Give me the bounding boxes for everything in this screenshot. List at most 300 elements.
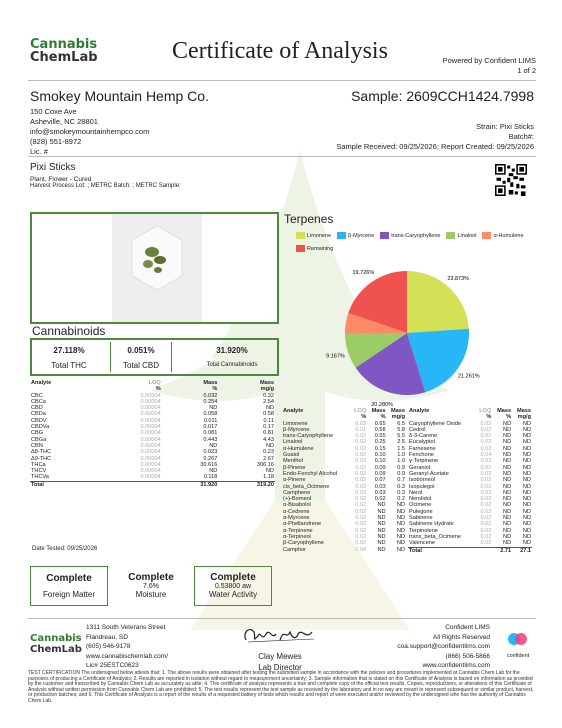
mass-pct-cell: 0.017 (203, 424, 218, 431)
cannabinoids-table (30, 380, 275, 488)
mass-pct-cell: 2.71 (492, 547, 512, 554)
analyte-cell: Δ8-THC (31, 449, 52, 456)
mass-mg-cell: 0.11 (263, 417, 274, 424)
harvest-info: Harvest Process Lot: ; METRC Batch: ; METRC Sample: (30, 183, 181, 189)
loq-cell: 0.02 (355, 540, 367, 547)
loq-cell: 0.00004 (140, 424, 161, 431)
qr-code[interactable] (495, 164, 527, 196)
moisture-label: Moisture (135, 590, 167, 599)
mass-pct-cell: ND (503, 527, 512, 534)
analyte-cell: CBC (31, 392, 43, 399)
signer-title: Lab Director (258, 663, 302, 672)
pie-label: 19.726% (352, 269, 375, 276)
analyte-cell: CBG (31, 430, 44, 437)
analyte-cell: (+)-Borneol (283, 496, 312, 503)
legend-swatch (482, 232, 491, 239)
analyte-cell: Camphor (283, 546, 307, 553)
mass-pct-cell: ND (503, 433, 512, 440)
mass-mg-cell: 1.0 (397, 452, 405, 459)
sample-photo-frame (30, 212, 279, 324)
legend-item (337, 233, 374, 239)
lims2: All Rights Reserved (432, 633, 490, 641)
header-logo (30, 38, 98, 65)
loq-cell: 0.02 (480, 502, 492, 509)
loq-cell: 0.02 (480, 477, 492, 484)
mass-mg-cell: 2.54 (263, 398, 274, 405)
mass-mg-cell: 0.7 (397, 477, 405, 484)
mass-pct-cell: ND (503, 464, 512, 471)
legend-item (296, 246, 333, 252)
col-loq: LOQ (148, 380, 161, 386)
col-mass-pct: Mass (371, 408, 386, 414)
footer-logo-line1: Cannabis (30, 633, 82, 644)
mass-pct-cell: ND (503, 452, 512, 459)
legend-item (296, 233, 331, 239)
mass-mg-cell: 5.8 (397, 426, 405, 433)
loq-cell: 0.00004 (140, 417, 161, 424)
sample-id: Sample: 2609CCH1424.7998 (351, 88, 534, 104)
mass-mg-cell: 0.3 (397, 483, 405, 490)
mass-pct-cell: ND (209, 405, 218, 412)
mass-pct-cell: 0.081 (203, 430, 218, 437)
table-row (408, 547, 532, 554)
pie-label: 20.280% (371, 401, 393, 408)
analyte-cell: Ocimene (409, 502, 432, 509)
mass-mg-cell: 2.67 (263, 455, 274, 462)
unit-mass-mg: mg/g (517, 414, 531, 421)
analyte-cell: δ-3-Carene (409, 433, 438, 440)
legend-label: Remaining (307, 246, 334, 252)
analyte-cell: Valencene (409, 540, 436, 547)
unit-mass-pct: % (506, 414, 512, 421)
mass-mg-cell: ND (522, 439, 531, 446)
col-analyte: Analyte (31, 380, 52, 386)
legend-label: trans-Caryophyllene (391, 233, 441, 239)
analyte-cell: CBDa (31, 411, 46, 418)
sample-photo (32, 214, 277, 322)
cannabinoids-heading: Cannabinoids (32, 324, 106, 338)
loq-cell: 0.02 (355, 483, 367, 490)
loq-cell: 0.00004 (140, 468, 161, 475)
loq-cell: 0.02 (355, 496, 367, 503)
loq-cell: 0.02 (355, 439, 367, 446)
client-email: info@smokeymountainhempco.com (30, 127, 150, 136)
loq-cell: 0.02 (480, 483, 492, 490)
total-cann-value: 31.920% (216, 346, 248, 355)
analyte-cell: THCVa (31, 474, 49, 481)
mass-pct-cell: ND (209, 468, 218, 475)
unit-loq: % (486, 414, 492, 421)
lab-addr2: Flandreau, SD (86, 633, 128, 641)
analyte-cell: CBGa (31, 436, 47, 443)
mass-pct-cell: 0.15 (374, 445, 386, 452)
pie-label: 9.167% (326, 353, 345, 360)
mass-mg-cell: ND (522, 527, 531, 534)
analyte-cell: Linalool (283, 439, 303, 446)
total-cannabinoids-card (190, 342, 274, 372)
legend-label: β-Myrcene (348, 233, 375, 239)
legend-label: Limonene (307, 233, 332, 239)
mass-mg-cell: ND (522, 496, 531, 503)
mass-mg-cell: 27.1 (512, 547, 532, 554)
loq-cell: 0.00004 (140, 392, 161, 399)
mass-pct-cell: 0.03 (374, 483, 386, 490)
analyte-cell: α-Bisabolol (283, 502, 311, 509)
analyte-cell: Guaiol (283, 452, 300, 459)
loq-cell: 0.00004 (140, 398, 161, 405)
client-info (30, 88, 209, 157)
loq-cell: 0.02 (480, 527, 492, 534)
terpenes-table-right (408, 408, 532, 554)
loq-cell: 0.02 (355, 452, 367, 459)
analyte-cell: cis_beta_Ocimene (283, 483, 330, 490)
loq-cell: 0.02 (480, 521, 492, 528)
loq-cell: 0.02 (480, 464, 492, 471)
mass-mg-cell: ND (522, 470, 531, 477)
mass-mg-cell: ND (522, 458, 531, 465)
analyte-cell: α-Terpineol (283, 533, 311, 540)
mass-mg-cell: ND (522, 515, 531, 522)
mass-mg-cell: ND (396, 502, 405, 509)
analyte-cell: Eucalyptol (409, 439, 435, 446)
analyte-cell: Sabinene Hydrate (409, 521, 454, 528)
mass-pct-cell: 0.058 (203, 411, 218, 418)
loq-cell: 0.02 (480, 445, 492, 452)
total-thc-label: Total THC (51, 361, 87, 370)
loq-cell: 0.02 (355, 477, 367, 484)
moisture-status: Complete (128, 572, 174, 583)
analyte-cell: CBDVa (31, 424, 50, 431)
col-loq: LOQ (354, 408, 367, 414)
mass-mg-cell: 0.3 (397, 489, 405, 496)
unit-loq: % (155, 386, 161, 393)
water-activity-status: Complete (210, 572, 256, 583)
legend-swatch (296, 232, 305, 239)
lims-info (390, 623, 490, 671)
mass-mg-cell: ND (522, 477, 531, 484)
legend-item (380, 233, 440, 239)
loq-cell: 0.00004 (140, 455, 161, 462)
mass-pct-cell: 0.023 (203, 449, 218, 456)
analyte-cell: Geranyl Acetate (409, 470, 449, 477)
lab-addr1: 1311 South Veterans Street (86, 624, 166, 631)
legend-item (482, 233, 523, 239)
loq-cell: 0.02 (480, 515, 492, 522)
col-loq: LOQ (479, 408, 492, 414)
analyte-cell: Isoborneol (409, 477, 436, 484)
mass-mg-cell: ND (522, 420, 531, 427)
mass-mg-cell: ND (522, 521, 531, 528)
loq-cell: 0.02 (355, 489, 367, 496)
mass-mg-cell: 0.2 (397, 496, 405, 503)
analyte-cell: β-Caryophyllene (283, 540, 324, 547)
mass-pct-cell: ND (503, 502, 512, 509)
unit-loq: % (361, 414, 367, 421)
analyte-cell: α-Myrcene (283, 515, 310, 522)
loq-cell: 0.00004 (140, 411, 161, 418)
mass-mg-cell: 0.9 (397, 464, 405, 471)
analyte-cell: Farnesene (409, 445, 436, 452)
analyte-cell: Limonene (283, 420, 308, 427)
mass-mg-cell: 6.5 (397, 420, 405, 427)
mass-mg-cell: 1.18 (263, 474, 274, 481)
test-certification-disclaimer: TEST CERTIFICATION The undersigned below attests that: 1. The above results were obtained after testing the submitted sample in accordance with the policies and procedures implemented at Cannabis Chem Lab for the purposes of producing a Certificate of Analysis; 2. Results are reported in isolation without regard to measurement uncertainty; 3. Sample information that is stated on this Certificate of Analysis is based on information as provided by the customer and transcribed by Cannabis Chem Lab as accurately as able; 4. This certificate of analysis represents a true and complete copy of the official test results. Copies, reproductions, or alterations of this Certificate of Analysis without written permission from Cannabis Chem Lab are prohibited; 5. The test results represent the test sample as received by the laboratory and in no way are meant to represent subsequent or similar product, harvest, or production batches; and 6. This Certificate of Analysis is a report of the results of a requested battery of tests which results and report of were executed and/or reviewed by the undersigned who has the authority of Cannabis Chem Lab. (28, 670, 534, 704)
loq-cell: 0.02 (480, 426, 492, 433)
unit-mass-mg: mg/g (260, 386, 274, 393)
mass-pct-cell: ND (503, 483, 512, 490)
loq-cell: 0.02 (355, 445, 367, 452)
sample-dates: Sample Received: 09/25/2026; Report Created: 09/25/2026 (336, 142, 534, 151)
page-number: 1 of 2 (517, 66, 536, 75)
total-thc-card (38, 342, 100, 372)
loq-cell: 0.02 (355, 533, 367, 540)
table-row (282, 547, 406, 553)
mass-mg-cell: ND (265, 442, 274, 449)
date-tested: Date Tested: 09/25/2026 (32, 546, 98, 552)
analyte-cell: Isopulegol (409, 483, 435, 490)
terpenes-table-left-wrap (282, 408, 408, 553)
mass-pct-cell: 0.254 (203, 398, 218, 405)
mass-mg-cell: 0.58 (263, 411, 274, 418)
loq-cell: 0.02 (480, 533, 492, 540)
client-address1: 150 Coxe Ave (30, 107, 77, 116)
analyte-cell: CBN (31, 442, 43, 449)
total-thc-value: 27.118% (53, 346, 85, 355)
moisture-value: 7.6% (143, 583, 159, 590)
analyte-cell: CBDV (31, 417, 47, 424)
powered-by: Powered by Confident LIMS (442, 56, 536, 65)
table-row (30, 474, 275, 481)
lims5[interactable]: www.confidentlims.com (422, 662, 490, 669)
mass-pct-cell: ND (503, 540, 512, 547)
sample-info (30, 162, 181, 190)
analyte-cell: Total (408, 547, 475, 554)
loq-cell: 0.02 (355, 464, 367, 471)
terpenes-table-right-wrap (408, 408, 534, 554)
analyte-cell: α-Pinene (283, 477, 306, 484)
loq-cell: 0.01 (355, 426, 367, 433)
analyte-cell: Sabinene (409, 515, 433, 522)
analyte-cell: Nerolidol (409, 496, 432, 503)
mass-pct-cell: ND (377, 502, 386, 509)
mass-pct-cell: 0.10 (374, 452, 386, 459)
confident-logo (500, 630, 536, 659)
loq-cell: 0.02 (480, 496, 492, 503)
analyte-cell: CBD (31, 405, 43, 412)
mass-mg-cell: ND (522, 464, 531, 471)
loq-cell: 0.02 (355, 502, 367, 509)
lab-address (86, 623, 168, 671)
analyte-cell: Camphene (283, 489, 311, 496)
mass-pct-cell: ND (377, 521, 386, 528)
legend-swatch (337, 232, 346, 239)
mass-mg-cell: 4.43 (263, 436, 274, 443)
loq-cell: 0.02 (480, 439, 492, 446)
legend-swatch (296, 245, 305, 252)
analyte-cell: Caryophyllene Oxide (409, 420, 461, 427)
mass-pct-cell: ND (377, 546, 386, 553)
mass-pct-cell: 0.032 (203, 392, 218, 399)
mass-pct-cell: ND (503, 426, 512, 433)
footer-logo (30, 634, 82, 655)
mass-mg-cell: 1.0 (397, 458, 405, 465)
mass-pct-cell: ND (503, 477, 512, 484)
unit-mass-pct: % (380, 414, 386, 421)
mass-pct-cell: ND (377, 515, 386, 522)
loq-cell: 0.04 (480, 452, 492, 459)
mass-mg-cell: 0.23 (263, 449, 274, 456)
mass-pct-cell: 0.03 (374, 489, 386, 496)
loq-cell: 0.00004 (140, 449, 161, 456)
loq-cell (96, 481, 162, 488)
mass-pct-cell: ND (503, 489, 512, 496)
mass-pct-cell: ND (209, 442, 218, 449)
table-row (30, 481, 275, 488)
mass-pct-cell: ND (503, 496, 512, 503)
loq-cell: 0.02 (355, 470, 367, 477)
analyte-cell: α-Phellandrene (283, 521, 322, 528)
legend-swatch (446, 232, 455, 239)
mass-mg-cell: ND (522, 426, 531, 433)
col-mass-pct: Mass (497, 408, 512, 414)
mass-mg-cell: 0.32 (263, 392, 274, 399)
mass-mg-cell: ND (522, 452, 531, 459)
mass-pct-cell: ND (503, 515, 512, 522)
analyte-cell: α-Terpinene (283, 527, 313, 534)
footer-logo-line2: ChemLab (30, 644, 82, 655)
loq-cell: 0.00004 (140, 405, 161, 412)
mass-pct-cell: 0.443 (203, 436, 218, 443)
mass-pct-cell: ND (377, 533, 386, 540)
analyte-cell: γ-Terpinene (409, 458, 439, 465)
lab-lic: Lic# 25ESTC0623 (86, 662, 139, 669)
lims3[interactable]: coa.support@confidentlims.com (397, 643, 490, 650)
analyte-cell: Endo-Fenchyl Alcohol (283, 470, 338, 477)
logo-line2: ChemLab (30, 50, 98, 65)
loq-cell: 0.00004 (140, 430, 161, 437)
loq-cell: 0.00004 (140, 474, 161, 481)
mass-pct-cell: 0.09 (374, 470, 386, 477)
loq-cell: 0.02 (355, 433, 367, 440)
mass-mg-cell: ND (396, 546, 405, 553)
mass-mg-cell: ND (396, 540, 405, 547)
legend-label: Linalool (457, 233, 477, 239)
mass-pct-cell: ND (503, 439, 512, 446)
loq-cell: 0.00004 (140, 436, 161, 443)
logo-line1: Cannabis (30, 37, 98, 52)
mass-mg-cell: ND (396, 521, 405, 528)
loq-cell: 0.02 (480, 508, 492, 515)
loq-cell: 0.02 (480, 489, 492, 496)
loq-cell: 0.02 (355, 508, 367, 515)
client-name: Smokey Mountain Hemp Co. (30, 88, 209, 104)
mass-pct-cell: 0.011 (203, 417, 218, 424)
terpenes-heading: Terpenes (284, 212, 334, 226)
unit-mass-mg: mg/g (391, 414, 405, 421)
mass-pct-cell: ND (503, 458, 512, 465)
loq-cell: 0.02 (355, 515, 367, 522)
sample-name: Pixi Sticks (30, 162, 76, 173)
col-mass-mg: Mass (391, 408, 405, 414)
loq-cell: 0.00004 (140, 442, 161, 449)
pie-label: 21.261% (457, 373, 480, 380)
total-cbd-label: Total CBD (122, 361, 159, 370)
legend-swatch (380, 232, 389, 239)
mass-pct-cell: ND (503, 533, 512, 540)
mass-mg-cell: 319.20 (218, 481, 275, 488)
analyte-cell: CBCa (31, 398, 46, 405)
mass-mg-cell: ND (265, 468, 274, 475)
water-activity-label: Water Activity (208, 590, 258, 599)
analyte-cell: Nerol (409, 489, 423, 496)
mass-pct-cell: ND (503, 508, 512, 515)
col-mass-mg: Mass (517, 408, 531, 414)
analyte-cell: Cedrol (409, 426, 426, 433)
mass-pct-cell: ND (377, 540, 386, 547)
analyte-cell: Menthol (283, 458, 303, 465)
strain: Strain: Pixi Sticks (476, 122, 534, 131)
client-phone: (828) 551-8972 (30, 137, 82, 146)
batch: Batch#: (508, 132, 534, 141)
loq-cell: 0.02 (355, 521, 367, 528)
mass-mg-cell: ND (522, 540, 531, 547)
loq-cell (475, 547, 493, 554)
mass-mg-cell: ND (396, 533, 405, 540)
mass-mg-cell: ND (522, 483, 531, 490)
loq-cell: 0.02 (480, 540, 492, 547)
mass-mg-cell: 0.9 (397, 470, 405, 477)
mass-pct-cell: 30.616 (200, 461, 218, 468)
mass-mg-cell: ND (396, 515, 405, 522)
mass-pct-cell: 0.55 (374, 433, 386, 440)
analyte-cell: THCa (31, 461, 46, 468)
mass-mg-cell: ND (522, 533, 531, 540)
lab-web[interactable]: www.cannabischemlab.com/ (86, 652, 169, 660)
loq-cell: 0.02 (480, 433, 492, 440)
unit-mass-pct: % (212, 386, 218, 393)
page-title: Certificate of Analysis (172, 38, 388, 64)
mass-pct-cell: 0.58 (374, 426, 386, 433)
mass-mg-cell: 0.17 (263, 424, 274, 431)
water-activity-box (194, 566, 272, 606)
mass-pct-cell: ND (503, 420, 512, 427)
terpenes-pie-chart (290, 258, 530, 408)
analyte-cell: α-Humulene (283, 445, 314, 452)
col-mass-mg: Mass (260, 380, 274, 386)
water-activity-value: 0.53800 aw (214, 583, 252, 590)
mass-mg-cell: 2.5 (397, 439, 405, 446)
mass-pct-cell: ND (377, 527, 386, 534)
mass-mg-cell: ND (396, 508, 405, 515)
analyte-cell: Δ9-THC (31, 455, 52, 462)
loq-cell: 0.04 (355, 546, 367, 553)
analyte-cell: trans-Caryophyllene (283, 433, 334, 440)
mass-mg-cell: ND (396, 527, 405, 534)
mass-pct-cell: ND (503, 445, 512, 452)
total-cann-label: Total Cannabinoids (206, 362, 258, 368)
client-lic: Lic. # (30, 147, 48, 156)
legend-label: α-Humulene (493, 233, 524, 239)
analyte-cell: Total (30, 481, 96, 488)
lims4: (866) 506-5866 (445, 652, 490, 660)
mass-pct-cell: 0.10 (374, 458, 386, 465)
loq-cell: 0.02 (480, 458, 492, 465)
col-mass-pct: Mass (203, 380, 218, 386)
mass-pct-cell: ND (503, 521, 512, 528)
mass-pct-cell: 0.09 (374, 464, 386, 471)
table-row (408, 540, 532, 547)
foreign-matter-label: Foreign Matter (42, 590, 96, 599)
